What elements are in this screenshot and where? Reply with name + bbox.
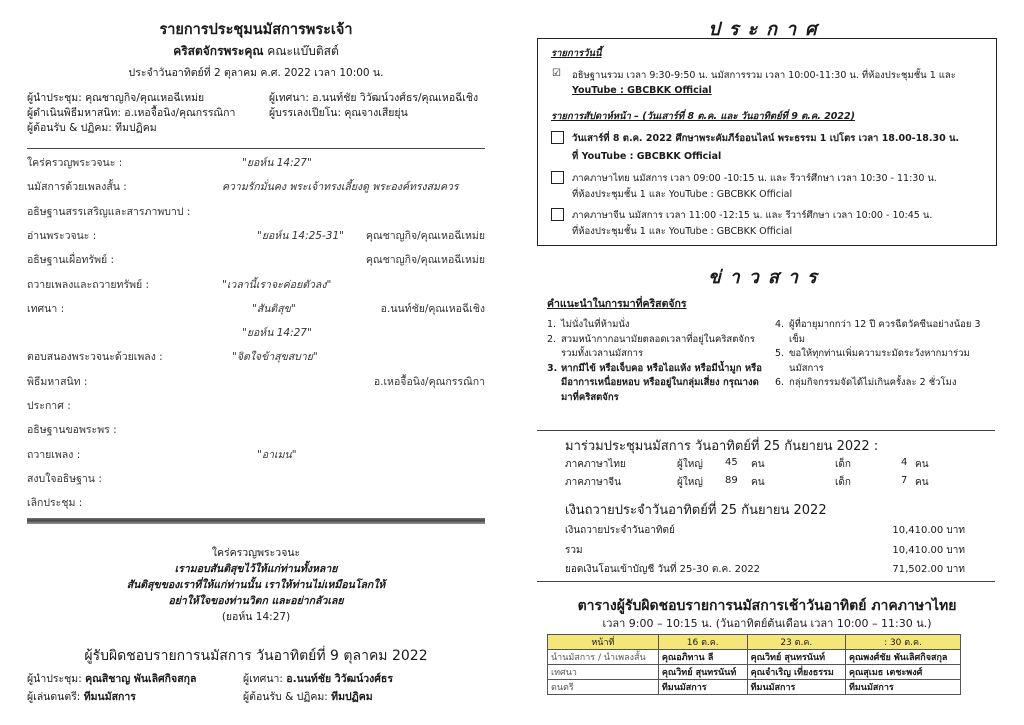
- order-item-detail: "ยอห์น 14:27": [242, 157, 312, 169]
- order-item-detail: "สันติสุข": [252, 302, 296, 315]
- next-week-item: วันเสาร์ที่ 8 ต.ค. 2022 ศึกษาพระคัมภีร์ออนไลน์ พระธรรม 1 เปโตร เวลา 18.00-18.30 น.: [572, 133, 960, 144]
- role-row: [27, 119, 485, 134]
- today-youtube: YouTube : GBCBKK Official: [572, 85, 712, 96]
- next-week-heading: รายการสัปดาห์หน้า – (วันเสาร์ที่ 8 ต.ค. และ วันอาทิตย์ที่ 9 ต.ค. 2022): [551, 111, 855, 122]
- service-roles: [27, 89, 485, 134]
- table-header-row: [548, 635, 961, 650]
- service-date: ประจำวันอาทิตย์ที่ 2 ตุลาคม ค.ศ. 2022 เวลา 10:00 น.: [128, 67, 384, 79]
- order-item: [27, 324, 485, 340]
- next-leader-label: ผู้นำประชุม:: [27, 673, 86, 685]
- next-role-row: [27, 688, 485, 703]
- offering-heading: เงินถวายประจำวันอาทิตย์ที่ 25 กันยายน 2022: [565, 503, 827, 518]
- verse-line: สันติสุขของเราที่ให้แก่ท่านนั้น เราให้ท่านไม่เหมือนโลกให้: [126, 579, 386, 591]
- next-musician: ทีมนมัสการ: [83, 691, 136, 703]
- order-item: [27, 397, 485, 413]
- checkbox-icon: [551, 131, 564, 144]
- next-usher-label: ผู้ต้อนรับ & ปฏิคม:: [243, 691, 332, 703]
- announcements-box: [537, 38, 997, 246]
- church-name-bold: คริสตจักรพระคุณ: [173, 44, 264, 58]
- checkbox-icon: [551, 208, 564, 221]
- announcements-page: [537, 0, 997, 725]
- order-item-detail: "อาเมน": [257, 448, 297, 461]
- church-denomination: คณะแบ๊บติสต์: [263, 44, 339, 58]
- order-item: [27, 446, 485, 462]
- news-subheading: คำแนะนำในการมาที่คริสตจักร: [547, 298, 687, 310]
- order-item-label: อธิษฐานสรรเสริญและสารภาพบาป :: [27, 205, 191, 218]
- verse-heading: ใคร่ครวญพระวจนะ: [211, 547, 301, 559]
- verse-reference: (ยอห์น 14:27): [221, 611, 291, 623]
- order-item: [27, 154, 485, 170]
- order-item-person: อ.เหอจื้อนิง/คุณกรรณิกา: [373, 375, 485, 388]
- order-item-detail: "ยอห์น 14:25-31": [257, 229, 344, 242]
- table-header-cell: : 30 ต.ค.: [845, 635, 960, 650]
- section-divider-bar: [27, 518, 485, 524]
- offering-row: เงินถวายประจำวันอาทิตย์ 10,410.00 บาท: [565, 525, 965, 536]
- list-item: 2. สวมหน้ากากอนามัยตลอดเวลาที่อยู่ในคริสตจักร รวมทั้งเวลานมัสการ: [547, 333, 755, 359]
- table-header-cell: 16 ต.ค.: [658, 635, 747, 650]
- today-line: อธิษฐานรวม เวลา 9:30-9:50 น. นมัสการรวม เวลา 10:00-11:30 น. ที่ห้องประชุมชั้น 1 และ: [572, 70, 956, 81]
- schedule-title: ตารางผู้รับผิดชอบรายการนมัสการเช้าวันอาทิตย์ ภาคภาษาไทย: [577, 598, 957, 614]
- order-item: [27, 421, 485, 437]
- order-item: [27, 203, 485, 219]
- worship-leader: ผู้นำประชุม: คุณชาญกิจ/คุณเหอฉีเหม่ย: [27, 92, 205, 104]
- next-musician-label: ผู้เล่นดนตรี:: [27, 691, 84, 703]
- order-of-service-page: [27, 0, 485, 725]
- order-item-person: คุณชาญกิจ/คุณเหอฉีเหม่ย: [365, 254, 485, 267]
- order-item-detail: ความรักมั่นคง พระเจ้าทรงเลี้ยงดู พระองค์ทรงสมควร: [222, 181, 459, 194]
- news-list-right: [775, 318, 990, 391]
- next-week-item: ภาคภาษาจีน นมัสการ เวลา 11:00 -12:15 น. และ รีวาร์ศึกษา เวลา 10:00 - 10:45 น.: [572, 210, 933, 221]
- announcements-heading: ประกาศ: [708, 19, 826, 40]
- next-leader: คุณสิชาญ พันเลิศกิจสกุล: [85, 673, 197, 685]
- order-item: [27, 494, 485, 510]
- verse-line: อย่าให้ใจของท่านวิตก และอย่ากลัวเลย: [168, 595, 344, 607]
- table-row: นำนมัสการ / นำเพลงสั้น คุณอภิทาน ลี คุณวิทย์ สุนทรนันท์ คุณพงศ์ชัย พันเลิศกิจสกุล: [548, 650, 961, 665]
- service-title: รายการประชุมนมัสการพระเจ้า: [159, 22, 353, 38]
- order-item-label: พิธีมหาสนิท :: [27, 375, 88, 388]
- order-item-label: อธิษฐานเผื่อทรัพย์ :: [27, 254, 115, 267]
- attendance-offering-section: [537, 430, 995, 582]
- list-item: 1. ไม่นั่งในที่ห้ามนั่ง: [547, 319, 630, 330]
- order-item-label: อ่านพระวจนะ :: [27, 229, 97, 242]
- order-item: [27, 227, 485, 243]
- order-item: [27, 373, 485, 389]
- order-item: [27, 348, 485, 364]
- order-item: [27, 276, 485, 292]
- table-row: เทศนา คุณวิทย์ สุนทรนันท์ คุณจำเริญ เที่ยงธรรม คุณสุเมธ เตชะพงศ์: [548, 665, 961, 680]
- attendance-heading: มาร่วมประชุมนมัสการ วันอาทิตย์ที่ 25 กันยายน 2022 :: [565, 439, 879, 454]
- offering-row: รวม 10,410.00 บาท: [565, 545, 965, 556]
- order-item-label: ตอบสนองพระวจนะด้วยเพลง :: [27, 351, 163, 364]
- table-row: ดนตรี ทีมนมัสการ ทีมนมัสการ ทีมนมัสการ: [548, 680, 961, 695]
- next-role-row: [27, 670, 485, 685]
- divider: [27, 148, 485, 149]
- news-list-left: [547, 318, 762, 405]
- news-heading: ข่าวสาร: [708, 267, 826, 288]
- checkbox-icon: [551, 171, 564, 184]
- order-item-detail: "ยอห์น 14:27": [242, 327, 312, 340]
- order-item-label: ใคร่ครวญพระวจนะ :: [27, 157, 123, 169]
- role-row: [27, 104, 485, 119]
- today-heading: รายการวันนี้: [551, 48, 602, 59]
- next-preacher: อ.นนท์ชัย วิวัฒน์วงศ์ธร: [286, 673, 393, 685]
- table-header-cell: 23 ต.ค.: [747, 635, 845, 650]
- church-name: [27, 42, 485, 61]
- order-item-label: นมัสการด้วยเพลงสั้น :: [27, 181, 127, 194]
- next-preacher-label: ผู้เทศนา:: [243, 673, 287, 685]
- next-usher: ทีมปฏิคม: [331, 691, 373, 703]
- order-item-label: ถวายเพลง :: [27, 448, 81, 461]
- list-item: 3. หากมีไข้ หรือเจ็บคอ หรือไอแห้ง หรือมีน้ำมูก หรือมีอาการเหนื่อยหอบ หรืออยู่ในกลุ่มเสี่ยง กรุณางดมาที่คริสตจักร: [547, 362, 762, 403]
- order-item-person: อ.นนท์ชัย/คุณเหอฉีเชิง: [380, 302, 485, 315]
- order-item-label: ถวายเพลงและถวายทรัพย์ :: [27, 278, 150, 291]
- order-item: [27, 300, 485, 316]
- duty-schedule-table: [547, 634, 961, 695]
- order-item-label: เลิกประชุม :: [27, 497, 83, 510]
- order-item-label: เทศนา :: [27, 302, 65, 315]
- attendance-row: ภาคภาษาไทย ผู้ใหญ่ 45 คน เด็ก 4 คน: [565, 457, 929, 470]
- order-item-detail: "จิตใจข้าสุขสบาย": [232, 351, 318, 364]
- preacher: ผู้เทศนา: อ.นนท์ชัย วิวัฒน์วงศ์ธร/คุณเหอฉีเชิง: [269, 92, 479, 104]
- next-week-item-location: ที่ห้องประชุมชั้น 1 และ YouTube : GBCBKK Official: [572, 189, 793, 200]
- attendance-row: ภาคภาษาจีน ผู้ใหญ่ 89 คน เด็ก 7 คน: [565, 475, 929, 488]
- table-header-cell: หน้าที่: [548, 635, 659, 650]
- checked-checkbox-icon: ☑: [552, 68, 561, 79]
- order-item-label: สงบใจอธิษฐาน :: [27, 472, 102, 485]
- schedule-subtitle: เวลา 9:00 – 10:15 น. (วันอาทิตย์ต้นเดือน เวลา 10:00 – 11:30 น.): [602, 617, 932, 630]
- verse-block: [27, 545, 485, 625]
- next-week-item: ภาคภาษาไทย นมัสการ เวลา 09:00 -10:15 น. และ รีวาร์ศึกษา เวลา 10:30 - 11:30 น.: [572, 173, 937, 184]
- communion-officiant: ผู้ดำเนินพิธีมหาสนิท: อ.เหอจื้อนิง/คุณกรรณิกา: [27, 107, 236, 119]
- ushers: ผู้ต้อนรับ & ปฏิคม: ทีมปฏิคม: [27, 122, 157, 134]
- role-row: [27, 89, 485, 104]
- offering-row: ยอดเงินโอนเข้าบัญชี วันที่ 25-30 ต.ค. 2022 71,502.00 บาท: [565, 564, 965, 575]
- next-week-title: ผู้รับผิดชอบรายการนมัสการ วันอาทิตย์ที่ 9 ตุลาคม 2022: [84, 648, 428, 664]
- list-item: 4. ผู้ที่อายุมากกว่า 12 ปี ควรฉีดวัคซีนอย่างน้อย 3 เข็ม: [775, 319, 981, 345]
- list-item: 5. ขอให้ทุกท่านเพิ่มความระมัดระวังหากมาร่วมนมัสการ: [775, 348, 970, 374]
- next-week-item-location: ที่ห้องประชุมชั้น 1 และ YouTube : GBCBKK Official: [572, 226, 793, 237]
- order-item: [27, 251, 485, 267]
- pianist: ผู้บรรเลงเปียโน: คุณจางเสียยุ่น: [269, 107, 408, 119]
- verse-line: เรามอบสันติสุขไว้ให้แก่ท่านทั้งหลาย: [174, 563, 338, 575]
- order-item-detail: "เวลานี้เราจะค่อยตัวลง": [222, 278, 332, 291]
- list-item: 6. กลุ่มกิจกรรมจัดได้ไม่เกินครั้งละ 2 ชั่วโมง: [775, 377, 957, 388]
- order-item-person: คุณชาญกิจ/คุณเหอฉีเหม่ย: [365, 229, 485, 242]
- order-item-label: อธิษฐานขอพระพร :: [27, 424, 117, 437]
- next-week-item-location: ที่ YouTube : GBCBKK Official: [572, 151, 722, 162]
- order-item: [27, 470, 485, 486]
- order-item-label: ประกาศ :: [27, 400, 71, 412]
- order-item: [27, 178, 485, 194]
